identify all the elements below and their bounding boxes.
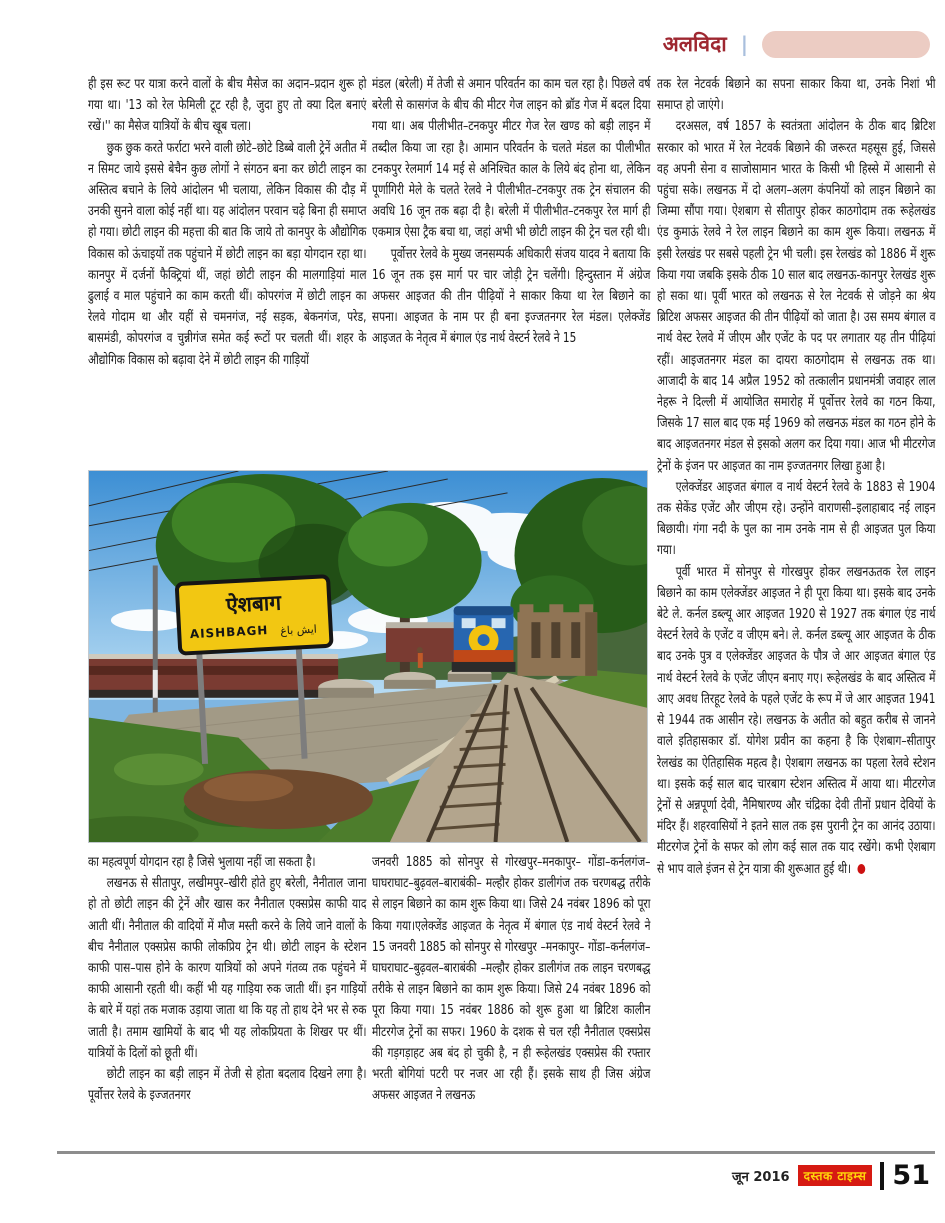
sign-english: AISHBAGH [189,623,269,642]
station-photo [88,470,648,843]
footer-rule [57,1151,935,1154]
sign-urdu: ایش باغ [279,622,318,638]
column-2-top [372,74,650,466]
page-number: 51 [892,1160,930,1191]
paragraph: पूर्वोत्तर रेलवे के मुख्य जनसम्पर्क अधिकारी संजय यादव ने बताया कि 16 जून तक इस मार्ग पर चार जोड़ी ट्रेन चलेंगी। हिन्दुस्तान में अंग्रेज अफसर आइजत की तीन पीढ़ियों ने साकार किया था रेल बिछाने का सपना। आइजत के नाम पर ही बना इज्जतनगर रेल मंडल। एलेक्जेंड आइजत के नेतृत्व में बंगाल एंड नार्थ वेस्टर्न रेलवे ने 15 [372,245,651,347]
station-photo-illustration [89,471,647,842]
paragraph: एलेक्जेंडर आइजत बंगाल व नार्थ वेस्टर्न रेलवे के 1883 से 1904 तक सेकेंड एजेंट और जीएम रहे। उन्होंने वाराणसी–इलाहाबाद नई लाइन बिछायी। गंगा नदी के पुल का नाम उनके नाम से ही आइजत पुल किया गया। [657,478,936,559]
paragraph: छुक छुक करते फर्राटा भरने वाली छोटे–छोटे डिब्बे वाली ट्रेनें अतीत में न सिमट जाये इससे बेचैन कुछ लोगों ने संगठन बना कर छोटी लाइन का अस्तित्व बचाने के लिये आंदोलन भी चलाया, लेकिन विकास की दौड़ में उनकी सुनने वाला कोई नहीं था। यह आंदोलन परवान चढ़े बिना ही समाप्त हो गया। छोटी लाइन की महत्ता की बात कि जाये तो कानपुर के औद्योगिक विकास को ऊंचाइयों तक पहुंचाने में छोटी लाइन का बड़ा योगदान रहा था। कानपुर में दर्जनों फैक्ट्रियां थीं, जहां छोटी लाइन की मालगाड़ियां माल ढुलाई व माल पहुंचाने का काम करती थीं। कोपरगंज में छोटी लाइन का रेलवे गोदाम था और यहीं से चमनगंज, नई सड़क, बेकनगंज, परेड, बासमंडी, कोपरगंज व चुन्नीगंज समेत कई रूटों पर चलती थीं। शहर के औद्योगिक विकास को बढ़ावा देने में छोटी लाइन की गाड़ियों [88,139,367,368]
issue-date: जून 2016 [732,1169,790,1185]
paragraph: मंडल (बरेली) में तेजी से अमान परिवर्तन का काम चल रहा है। पिछले वर्ष बरेली से कासगंज के बीच की मीटर गेज लाइन को ब्रॉड गेज में बदल दिया गया था। अब पीलीभीत–टनकपुर मीटर गेज रेल खण्ड को बड़ी लाइन में तब्दील किया जा रहा है। आमान परिवर्तन के चलते मंडल का पीलीभीत टनकपुर रेलमार्ग 14 मई से अनिश्चित काल के लिये बंद होना था, लेकिन पूर्णागिरी मेले के चलते रेलवे ने पीलीभीत–टनकपुर तक ट्रेन संचालन की अवधि 16 जून तक बढ़ा दी है। बरेली में पीलीभीत–टनकपुर रेल मार्ग ही एकमात्र ऐसा ट्रैक बचा था, जहां अभी भी छोटी लाइन की ट्रेन चल रही थी। [372,76,651,241]
page-header [0,30,930,58]
article-end-dot [857,864,865,874]
paragraph-text: पूर्वी भारत में सोनपुर से गोरखपुर होकर लखनऊतक रेल लाइन बिछाने का काम एलेक्जेंडर आइजत ने ही पूरा किया था। इसके बाद उनके बेटे ले. कर्नल डब्ल्यू आर आइजत 1920 से 1927 तक बंगाल एंड नार्थ वेस्टर्न रेलवे के एजेंट व जीएम बने। ले. कर्नल डब्ल्यू आर आइजत के ठीक बाद उनके पुत्र व एलेक्जेंडर आइजत के पौत्र जे आर आइजत बंगाल एंड नार्थ वेस्टर्न रेलवे के एजेंट जीएन बनाए गए। रूहेलखंड के बाद अस्तित्व में आए अवध तिरहूट रेलवे के पहले एजेंट के रूप में जे आर आइजत 1941 से 1944 तक आसीन रहे। लखनऊ के अतीत को बहुत करीब से जानने वाले इतिहासकार डॉ. योगेश प्रवीन का कहना है कि ऐशबाग–सीतापुर रेलखंड का ऐतिहासिक महत्व है। ऐशबाग लखनऊ का पहला रेलवे स्टेशन था। इसके कई साल बाद चारबाग स्टेशन अस्तित्व में आया था। मीटरगेज ट्रेनों से अन्नपूर्णा देवी, नैमिषारण्य और चंद्रिका देवी तीनों प्रधान देवियों के मंदिर हैं। शहरवासियों ने इतने साल तक इस पुरानी ट्रेन का आनंद उठाया। मीटरगेज ट्रेनों के सफर को लोग कई साल तक याद रखेंगे। कभी ऐशबाग से भाप वाले इंजन से ट्रेन यात्रा की शुरूआत हुई थी। [657,563,936,877]
paragraph [657,562,935,880]
paragraph: दरअसल, वर्ष 1857 के स्वतंत्रता आंदोलन के ठीक बाद ब्रिटिश सरकार को भारत में रेल नेटवर्क बिछाने की जरूरत महसूस हुई, जिससे वह अपनी सेना व साजोसामान भारत के किसी भी हिस्से में आसानी से पहुंचा सके। लखनऊ में दो अलग–अलग कंपनियों को लाइन बिछाने का जिम्मा सौंपा गया। ऐशबाग से सीतापुर होकर काठगोदाम तक रूहेलखंड एंड कुमाऊं रेलवे ने रेल लाइन बिछाने का काम शुरू किया। लखनऊ में इसी रेलखंड पर सबसे पहली ट्रेन भी चली। इस रेलखंड को 1886 में शुरू किया गया जबकि इसके ठीक 10 साल बाद लखनऊ-कानपुर रेलखंड शुरू हो सका था। पूर्वी भारत को लखनऊ से रेल नेटवर्क से जोड़ने का श्रेय ब्रिटिश अफसर आइजत की तीन पीढ़ियों को जाता है। उस समय बंगाल व नार्थ वेस्ट रेलवे में जीएम और एजेंट के पद पर लगातार यह तीन पीढ़ियां रहीं। आइजतनगर मंडल का दायरा काठगोदाम से लखनऊ तक था। आजादी के बाद 14 अप्रैल 1952 को तत्कालीन प्रधानमंत्री जवाहर लाल नेहरू ने दिल्ली में आयोजित समारोह में पूर्वोत्तर रेलवे का गठन किया, जिसके 17 साल बाद एक मई 1969 को लखनऊ मंडल का गठन होने के बाद आइजतनगर मंडल से इसको अलग कर दिया गया। आज भी मीटरगेज ट्रेनों के इंजन पर आइजत का नाम इज्जतनगर लिखा हुआ है। [657,118,936,474]
paragraph: छोटी लाइन का बड़ी लाइन में तेजी से होता बदलाव दिखने लगा है। पूर्वोत्तर रेलवे के इज्जतनगर [88,1066,367,1104]
section-title: अलविदा [662,32,727,56]
column-2-bottom [372,852,650,1146]
header-pill-decoration [762,31,930,58]
paragraph: लखनऊ से सीतापुर, लखीमपुर–खीरी होते हुए बरेली, नैनीताल जाना हो तो छोटी लाइन की ट्रेनें और खास कर नैनीताल एक्सप्रेस काफी याद आती थीं। नैनीताल की वादियों में मौज मस्ती करने के लिये जाने वालों के बीच नैनीताल एक्सप्रेस काफी लोकप्रिय ट्रेन थी। छोटी लाइन के स्टेशन काफी पास–पास होने के कारण यात्रियों को अपने गंतव्य तक पहुंचने में काफी आसानी रहती थी। कहीं भी यह गाड़िया रुक जाती थीं। इन गाड़ियों के बारे में यहां तक मजाक उड़ाया जाता था कि यह तो हाथ देने भर से रुक जाती है। तमाम खामियों के बाद भी यह लोकप्रियता के शिखर पर थीं।यात्रियों के दिलों को छूती थीं। [88,875,367,1061]
sign-hindi: ऐशबाग [225,590,282,618]
building [517,604,597,676]
magazine-logo: दस्तक टाइम्स [798,1165,873,1186]
pole [153,565,158,729]
paragraph: तक रेल नेटवर्क बिछाने का सपना साकार किया था, उनके निशां भी समाप्त हो जाएंगे। [657,76,936,114]
paragraph: जनवरी 1885 को सोनपुर से गोरखपुर–मनकापुर– गोंडा–कर्नलगंज–घाघराघाट–बुढ़वल–बाराबंकी– मल्हौर होकर डालीगंज तक चरणबद्ध तरीके से लाइन बिछाने का काम शुरू किया था। जिसे 24 नवंबर 1896 को पूरा किया गया।एलेक्जेंड आइजत के नेतृत्व में बंगाल एंड नार्थ वेस्टर्न रेलवे ने 15 जनवरी 1885 को सोनपुर से गोरखपुर –मनकापुर– गोंडा–कर्नलगंज–घाघराघाट–बुढ़वल–बाराबंकी –मल्हौर होकर डालीगंज तक लाइन चरणबद्ध तरीके से लाइन बिछाने का काम शुरू किया। जिसे 24 नवंबर 1896 को पूरा किया गया। 15 नवंबर 1886 को शुरू हुआ था ब्रिटिश कालीन मीटरगेज ट्रेनों का सफर। 1960 के दशक से चल रही नैनीताल एक्सप्रेस की गड़गड़ाहट अब बंद हो चुकी है, न ही रूहेलखंड एक्सप्रेस की रफ्तार भरती बोगियां पटरी पर नजर आ रही हैं। इसके साथ ही जिस अंग्रेज अफसर आइजत ने लखनऊ [372,854,651,1104]
paragraph: का महत्वपूर्ण योगदान रहा है जिसे भुलाया नहीं जा सकता है। [88,854,316,870]
footer-divider [880,1162,884,1190]
column-1-top [88,74,366,466]
page-footer [0,1160,930,1191]
paragraph: ही इस रूट पर यात्रा करने वालों के बीच मैसेज का अदान–प्रदान शुरू हो गया था। '13 को रेल फेमिली टूट रही है, जुदा हुए तो क्या दिल बनाएं रखें।'' का मैसेज यात्रियों के बीच खूब चला। [88,76,367,135]
column-1-bottom [88,852,366,1146]
column-3 [657,74,935,1146]
header-separator: | [740,32,748,56]
